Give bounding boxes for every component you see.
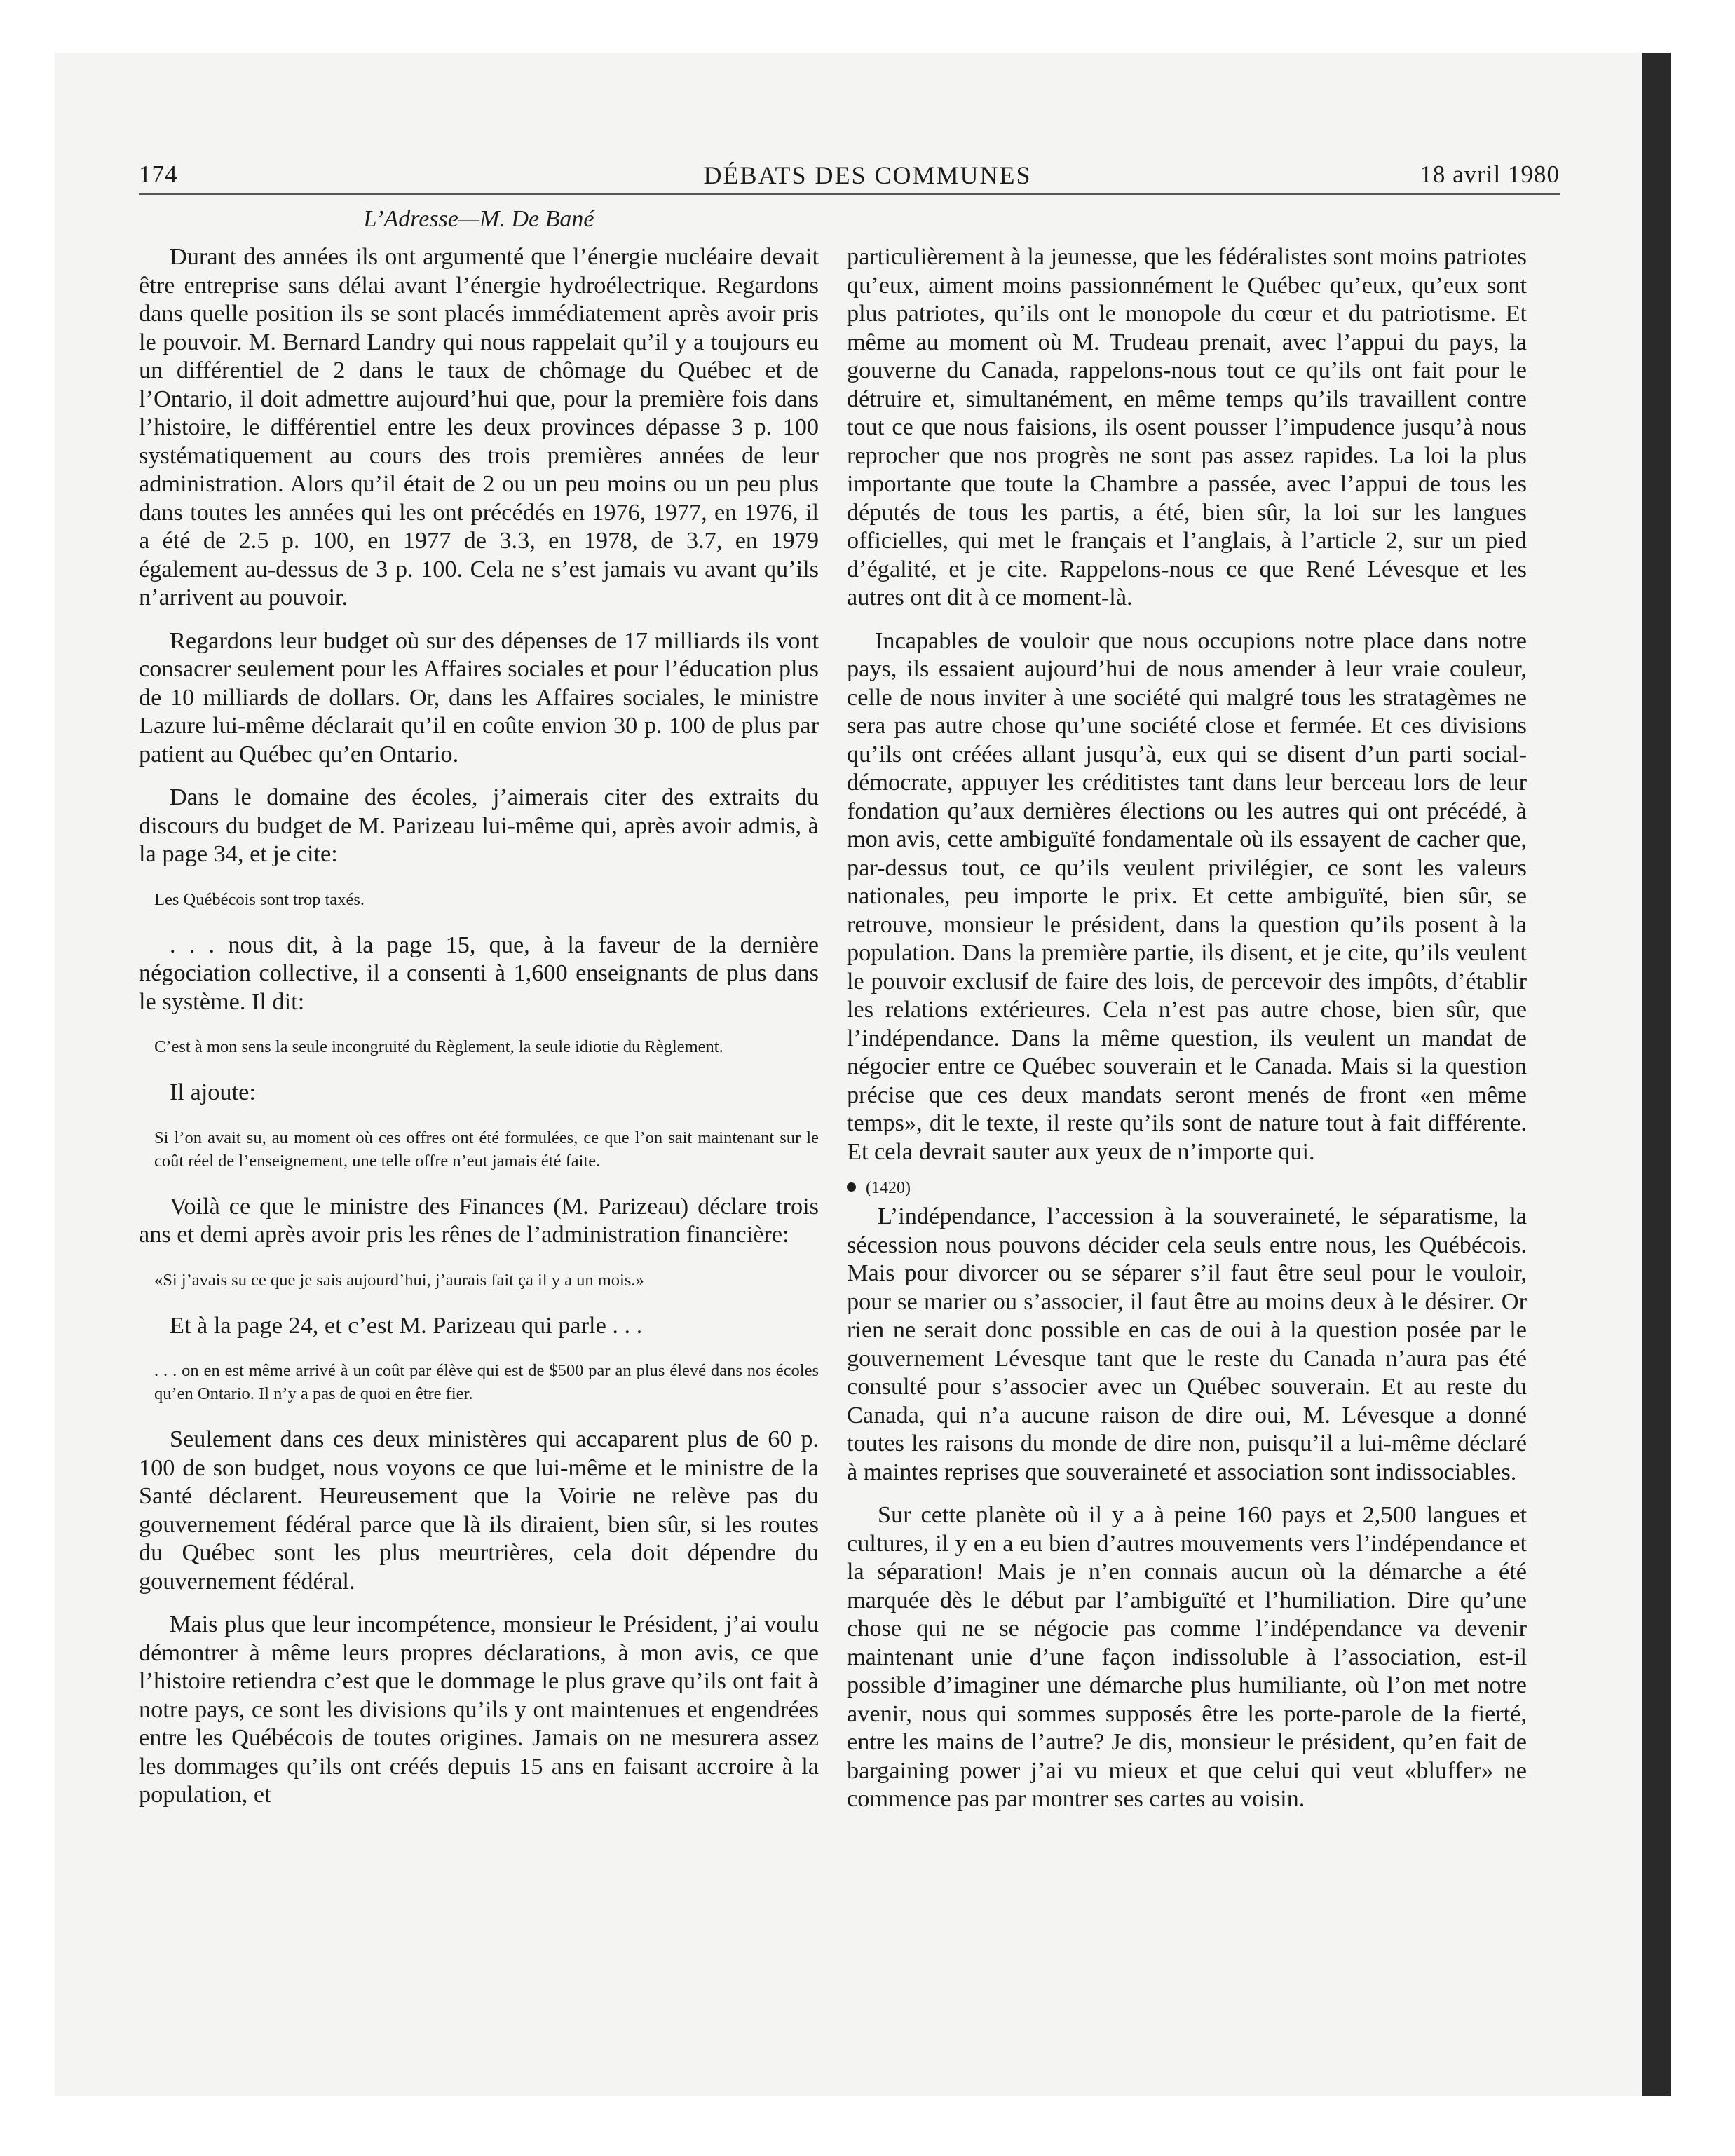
running-head: L’Adresse—M. De Bané bbox=[363, 206, 594, 232]
journal-title: DÉBATS DES COMMUNES bbox=[703, 161, 1032, 189]
paragraph: Mais plus que leur incompétence, monsieur le Président, j’ai voulu démontrer à même leurs propres déclarations, à mon avis, ce que l’histoire retiendra c’est que le dommage le plus grave qu’ils ont fait à notre pays, ce sont les divisions qu’ils y ont maintenues et engendrées entre les Québécois de toutes origines. Jamais on ne mesurera assez les dommages qu’ils ont créés depuis 15 ans en faisant accroire à la population, et bbox=[139, 1611, 819, 1808]
paragraph: Seulement dans ces deux ministères qui accaparent plus de 60 p. 100 de son budget, nous voyons ce que lui-même et le ministre de la Santé déclarent. Heureusement que la Voirie ne relève pas du gouvernement fédéral parce que là ils diraient, bien sûr, si les routes du Québec sont les plus meurtrières, cela doit dépendre du gouvernement fédéral. bbox=[139, 1426, 819, 1595]
issue-date: 18 avril 1980 bbox=[1420, 161, 1560, 188]
paragraph: Dans le domaine des écoles, j’aimerais citer des extraits du discours du budget de M. Parizeau lui-même qui, après avoir admis, à la page 34, et je cite: bbox=[139, 784, 819, 867]
timestamp: (1420) bbox=[866, 1179, 911, 1197]
paragraph: Regardons leur budget où sur des dépenses de 17 milliards ils vont consacrer seulement pour les Affaires sociales et pour l’éducation plus de 10 milliards de dollars. Or, dans les Affaires sociales, le ministre Lazure lui-même déclarait qu’il en coûte envion 30 p. 100 de plus par patient au Québec qu’en Ontario. bbox=[139, 627, 819, 767]
left-column bbox=[139, 243, 819, 1809]
paragraph: L’indépendance, l’accession à la souveraineté, le séparatisme, la sécession nous pouvons décider cela seuls entre nous, les Québécois. Mais pour divorcer ou se séparer s’il faut être seul pour le vouloir, pour se marier ou s’associer, il faut être au moins deux à le désirer. Or rien ne serait donc possible en cas de oui à la question posée par le gouvernement Lévesque tant que le reste du Canada n’aura pas été consulté pour s’associer avec un Québec souverain. Et au reste du Canada, qui n’a aucune raison de dire oui, M. Lévesque a donné toutes les raisons du monde de dire non, puisqu’il a lui-même déclaré à maintes reprises que souveraineté et association sont indissociables. bbox=[847, 1203, 1527, 1485]
page-number: 174 bbox=[139, 161, 178, 188]
paragraph: Sur cette planète où il y a à peine 160 pays et 2,500 langues et cultures, il y en a eu bien d’autres mouvements vers l’indépendance et la séparation! Mais je n’en connais aucun où la démarche a été marquée dès le début par l’ambiguïté et l’humiliation. Dire qu’une chose qui ne se négocie pas comme l’indépendance va devenir maintenant unie d’une façon indissoluble à l’association, est-il possible d’imaginer une démarche plus humiliante, où l’on met notre avenir, nous qui sommes supposés être les porte-parole de la fierté, entre les mains de l’autre? Je dis, monsieur le président, qu’en fait de bargaining power j’ai vu mieux et que celui qui veut «bluffer» ne commence pas par montrer ses cartes au voisin. bbox=[847, 1501, 1527, 1812]
paragraph: particulièrement à la jeunesse, que les fédéralistes sont moins patriotes qu’eux, aiment moins passionnément le Québec qu’eux, qu’eux sont plus patriotes, qu’ils ont le monopole du cœur et du patriotisme. Et même au moment où M. Trudeau prenait, avec l’appui du pays, la gouverne du Canada, rappelons-nous tout ce qu’ils ont fait pour le détruire et, simultanément, en même temps qu’ils travaillent contre tout ce que nous faisions, ils osent pousser l’impudence jusqu’à nous reprocher que nos progrès ne sont pas assez rapides. La loi la plus importante que toute la Chambre a passée, avec l’appui de tous les députés de tous les partis, a été, bien sûr, la loi sur les langues officielles, qui met le français et l’anglais, à l’article 2, sur un pied d’égalité, et je cite. Rappelons-nous ce que René Lévesque et les autres ont dit à ce moment-là. bbox=[847, 243, 1527, 610]
block-quote: Si l’on avait su, au moment où ces offres ont été formulées, ce que l’on sait maintenant sur le coût réel de l’enseignement, une telle offre n’eut jamais été faite. bbox=[154, 1128, 819, 1171]
paragraph: Il ajoute: bbox=[170, 1079, 256, 1105]
block-quote: Les Québécois sont trop taxés. bbox=[154, 889, 365, 909]
paragraph: Voilà ce que le ministre des Finances (M. Parizeau) déclare trois ans et demi après avoir pris les rênes de l’administration financière: bbox=[139, 1192, 819, 1248]
paragraph: Durant des années ils ont argumenté que l’énergie nucléaire devait être entreprise sans délai avant l’énergie hydroélectrique. Regardons dans quelle position ils se sont placés immédiatement après avoir pris le pouvoir. M. Bernard Landry qui nous rappelait qu’il y a toujours eu un différentiel de 2 dans le taux de chômage du Québec et de l’Ontario, il doit admettre aujourd’hui que, pour la première fois dans l’histoire, le différentiel entre les deux provinces dépasse 3 p. 100 systématiquement au cours des trois premières années de leur administration. Alors qu’il était de 2 ou un peu moins ou un peu plus dans toutes les années qui les ont précédés en 1976, 1977, en 1976, il a été de 2.5 p. 100, en 1977 de 3.3, en 1978, de 3.7, en 1979 également au-dessus de 3 p. 100. Cela ne s’est jamais vu avant qu’ils n’arrivent au pouvoir. bbox=[139, 243, 819, 610]
block-quote: . . . on en est même arrivé à un coût par élève qui est de $500 par an plus élevé dans nos écoles qu’en Ontario. Il n’y a pas de quoi en être fier. bbox=[154, 1361, 819, 1403]
paragraph: Et à la page 24, et c’est M. Parizeau qui parle . . . bbox=[170, 1311, 643, 1339]
right-column bbox=[847, 243, 1527, 1813]
header-rule bbox=[139, 193, 1560, 195]
paragraph: . . . nous dit, à la page 15, que, à la faveur de la dernière négociation collective, il a consenti à 1,600 enseignants de plus dans le système. Il dit: bbox=[139, 931, 819, 1015]
bullet-icon bbox=[847, 1182, 856, 1192]
paragraph: Incapables de vouloir que nous occupions notre place dans notre pays, ils essaient aujourd’hui de nous amender à leur vraie couleur, celle de nous inviter à une société qui malgré tous les stratagèmes ne sera pas autre chose qu’une société close et fermée. Et ces divisions qu’ils ont créées allant jusqu’à, eux qui se disent d’un parti social-démocrate, appuyer les créditistes tant dans leur berceau lors de leur fondation qu’aux dernières élections ou les autres qui ont précédé, à mon avis, cette ambiguïté fondamentale où ils essayent de cacher que, par-dessus tout, ce qu’ils veulent privilégier, ce sont les valeurs nationales, peu importe le prix. Et cette ambiguïté, bien sûr, se retrouve, monsieur le président, dans la question qu’ils posent à la population. Dans la première partie, ils disent, et je cite, qu’ils veulent le pouvoir exclusif de faire des lois, de percevoir des impôts, d’établir les relations extérieures. Cela n’est pas autre chose, bien sûr, que l’indépendance. Dans la même question, ils veulent un mandat de négocier entre ce Québec souverain et le Canada. Mais si la question précise que ces deux mandats seront menés de front «en même temps», dit le texte, il reste qu’ils sont de nature tout à fait différente. Et cela devrait sauter aux yeux de n’importe qui. bbox=[847, 627, 1527, 1165]
scan-binding-edge bbox=[1642, 53, 1671, 2096]
timestamp-marker bbox=[847, 1177, 1527, 1199]
block-quote: C’est à mon sens la seule incongruité du Règlement, la seule idiotie du Règlement. bbox=[154, 1037, 723, 1056]
block-quote: «Si j’avais su ce que je sais aujourd’hui, j’aurais fait ça il y a un mois.» bbox=[154, 1270, 644, 1290]
